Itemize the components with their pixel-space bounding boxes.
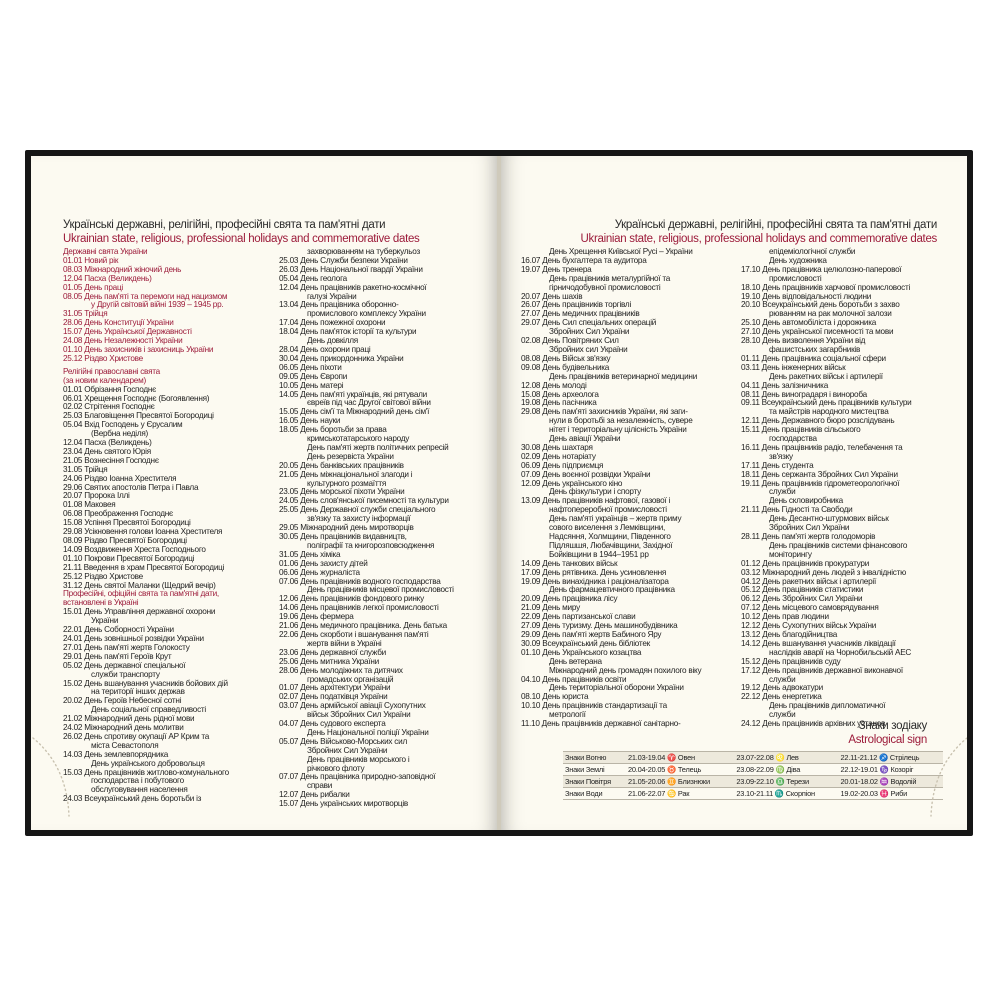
holiday-entry: 15.08 Успіння Пресвятої Богородиці	[63, 518, 191, 528]
holiday-entry: День соціальної справедливості	[91, 705, 206, 715]
holiday-entry: 02.08 День Повітряних Сил	[521, 336, 619, 346]
holiday-entry: 09.08 День будівельника	[521, 362, 610, 372]
holiday-entry: 22.09 День партизанської слави	[521, 612, 636, 622]
holiday-entry: справи	[307, 781, 333, 791]
holiday-entry: 14.09 Воздвиження Хреста Господнього	[63, 544, 206, 554]
holiday-entry: 01.11 День працівника соціальної сфери	[741, 353, 886, 363]
zodiac-row	[563, 764, 943, 776]
zodiac-title-ua: Знаки зодіаку	[858, 720, 927, 732]
holiday-entry: 04.11 День залізничника	[741, 380, 828, 390]
holiday-entry: 05.04 День геолога	[279, 273, 347, 283]
zodiac-sign: 23.07-22.08 ♌ Лев	[734, 752, 838, 764]
holiday-entry: 14.05 День пам'яті українців, які рятували	[279, 389, 427, 399]
holiday-entry: 27.01 День пам'яті жертв Голокосту	[63, 642, 190, 652]
holiday-entry: 15.08 День археолога	[521, 389, 599, 399]
holiday-entry: 21.05 Вознесіння Господнє	[63, 455, 159, 465]
holiday-entry: 29.08 Усікновення голови Іоанна Хрестителя	[63, 527, 223, 537]
holiday-entry: 29.07 День Сил спеціальних операцій	[521, 318, 657, 328]
holiday-entry: 22.12 День енергетика	[741, 692, 822, 702]
holiday-entry: 16.05 День науки	[279, 416, 341, 426]
holiday-entry: 05.02 День державної спеціальної	[63, 660, 186, 670]
holiday-entry: 04.07 День судового експерта	[279, 719, 386, 729]
holiday-entry: Професійні, офіційні свята та пам'ятні дати,	[63, 589, 219, 599]
holiday-entry: Міжнародний день громадян похилого віку	[549, 665, 702, 675]
holiday-entry: 09.05 День Європи	[279, 371, 348, 381]
holiday-entry: обслуговування населення	[91, 785, 188, 795]
holiday-entry: 12.07 День рибалки	[279, 790, 350, 800]
zodiac-sign: 23.09-22.10 ♎ Терези	[734, 776, 838, 788]
holiday-entry: 17.04 День пожежної охорони	[279, 318, 386, 328]
holiday-entry: 10.05 День матері	[279, 380, 344, 390]
holiday-entry: 06.09 День підприємця	[521, 460, 604, 470]
page-heading	[580, 218, 937, 246]
zodiac-sign: 21.05-20.06 ♊ Близнюки	[626, 776, 734, 788]
holiday-entry: 30.08 День шахтаря	[521, 442, 593, 452]
holiday-entry: служби транспорту	[91, 669, 160, 679]
holiday-entry: День працівників системи фінансового	[769, 540, 908, 550]
holiday-entry: 15.11 День працівників сільського	[741, 425, 861, 435]
holiday-entry: 20.07 Пророка Іллі	[63, 491, 130, 501]
holiday-entry: господарства	[769, 434, 817, 444]
holiday-entry: 09.11 Всеукраїнський день працівників культури	[741, 398, 912, 408]
holiday-entry: 24.08 День Незалежності України	[63, 336, 183, 346]
holiday-entry: 21.11 Введення в храм Пресвятої Богородиці	[63, 562, 225, 572]
zodiac-sign: 20.01-18.02 ♒ Водолій	[839, 776, 944, 788]
holiday-entry: 19.06 День фермера	[279, 612, 354, 622]
holiday-entry: 28.04 День охорони праці	[279, 344, 371, 354]
section-heading: Релігійні православні свята	[63, 366, 160, 376]
holiday-entry: 21.06 День медичного працівника. День батька	[279, 621, 447, 631]
holiday-entry: та майстрів народного мистецтва	[769, 407, 889, 417]
holiday-entry: 19.10 День відповідальності людини	[741, 291, 872, 301]
zodiac-sign: 19.02-20.03 ♓ Риби	[839, 788, 944, 800]
holiday-entry: галузі України	[307, 291, 357, 301]
holiday-entry: наслідків аварії на Чорнобильській АЕС	[769, 647, 912, 657]
holiday-entry: 25.06 День митника України	[279, 656, 379, 666]
holiday-entry: встановлені в Україні	[63, 598, 139, 608]
holiday-entry: 14.09 День танкових військ	[521, 558, 618, 568]
holiday-entry: 01.10 Покрови Пресвятої Богородиці	[63, 553, 195, 563]
holiday-entry: 12.08 День молоді	[521, 380, 587, 390]
holiday-entry: 22.06 День скорботи і вшанування пам'яті	[279, 629, 429, 639]
holiday-entry: 12.11 День Державного бюро розслідувань	[741, 416, 895, 426]
holiday-entry: 20.02 День Героїв Небесної сотні	[63, 696, 182, 706]
holiday-entry: жертв війни в Україні	[307, 638, 382, 648]
holiday-entry: 08.09 Різдво Пресвятої Богородиці	[63, 536, 187, 545]
holiday-entry: 12.06 День працівників фондового ринку	[279, 594, 424, 604]
holiday-entry: 17.12 День працівників державної виконавчої	[741, 665, 903, 675]
holiday-entry: 23.04 День святого Юрія	[63, 446, 151, 456]
holiday-entry: (Вербна неділя)	[91, 429, 149, 439]
holiday-entry: 03.07 День армійської авіації Сухопутних	[279, 701, 426, 711]
holiday-entry: 28.06 День молодіжних та дитячих	[279, 665, 403, 675]
holiday-entry: 01.07 День архітектури України	[279, 683, 391, 693]
holiday-entry: 19.11 День працівників гідрометеорологічної	[741, 478, 900, 488]
holiday-entry: 19.09 День винахідника і раціоналізатора	[521, 576, 669, 586]
holiday-entry: 08.05 День пам'яті та перемоги над нацизмом	[63, 291, 228, 301]
holiday-entry: 01.12 День працівників прокуратури	[741, 558, 870, 568]
holiday-entry: рюванням на рак молочної залози	[769, 309, 892, 319]
holiday-entry: 27.09 День туризму. День машинобудівника	[521, 621, 678, 631]
holiday-entry: 15.02 День вшанування учасників бойових дій	[63, 678, 228, 688]
holiday-entry: промислового комплексу України	[307, 309, 426, 319]
holiday-entry: 24.06 Різдво Іоанна Хрестителя	[63, 473, 177, 483]
holiday-entry: День працівників дипломатичної	[769, 701, 886, 711]
holiday-entry: 07.07 День працівника природно-заповідної	[279, 772, 436, 782]
holiday-entry: 23.06 День державної служби	[279, 647, 386, 657]
zodiac-sign: 20.04-20.05 ♉ Телець	[626, 764, 734, 776]
left-page	[31, 156, 497, 830]
holiday-entry: 07.12 День місцевого самоврядування	[741, 603, 879, 613]
holiday-entry: 25.05 День Державної служби спеціального	[279, 505, 436, 515]
zodiac-sign: 22.11-21.12 ♐ Стрілець	[839, 752, 944, 764]
holiday-entry: 21.05 День міжнаціональної злагоди і	[279, 469, 413, 479]
holiday-entry: фашистських загарбників	[769, 344, 861, 354]
holiday-entry: День ракетних військ і артилерії	[769, 371, 883, 381]
heading-en: Ukrainian state, religious, professional holidays and commemorative dates	[63, 233, 420, 245]
holiday-entry: День фізкультури і спорту	[549, 487, 641, 497]
holiday-entry: України	[91, 616, 119, 626]
holiday-entry: 08.10 День юриста	[521, 692, 589, 702]
holiday-entry: 30.09 Всеукраїнський день бібліотек	[521, 638, 650, 648]
decorative-dots	[31, 736, 87, 826]
holiday-entry: 25.12 Різдво Христове	[63, 353, 143, 363]
right-page	[501, 156, 967, 830]
holiday-entry: 01.01 Обрізання Господнє	[63, 384, 157, 394]
holiday-entry: 26.03 День Національної гвардії України	[279, 264, 423, 274]
open-planner-book	[25, 150, 973, 836]
holiday-entry: 25.12 Різдво Христове	[63, 571, 143, 581]
holiday-entry: 01.10 День захисників і захисниць України	[63, 344, 214, 354]
holiday-entry: День резервіста України	[307, 451, 394, 461]
holiday-entry: 08.08 День Військ зв'язку	[521, 353, 611, 363]
holiday-entry: Збройних Сил України	[769, 523, 850, 533]
zodiac-sign: 21.06-22.07 ♋ Рак	[626, 788, 734, 800]
holiday-entry: 19.12 День адвокатури	[741, 683, 823, 693]
holiday-entry: 05.12 День працівників статистики	[741, 585, 864, 595]
holiday-entry: 11.10 День працівників державної санітарно-	[521, 719, 681, 729]
holiday-entry: 24.05 День слов'янської писемності та культури	[279, 496, 449, 506]
holiday-entry: 13.04 День працівника оборонно-	[279, 300, 399, 310]
holiday-entry: господарства і побутового	[91, 776, 184, 786]
holiday-entry: 01.06 День захисту дітей	[279, 558, 368, 568]
holiday-entry: 29.08 День пам'яті захисників України, які заги-	[521, 407, 688, 417]
holiday-entry: 29.05 Міжнародний день миротворців	[279, 523, 414, 533]
holiday-entry: День працівників місцевої промисловості	[307, 585, 454, 595]
holiday-entry: служби	[769, 487, 796, 497]
holiday-entry: річкового флоту	[307, 763, 365, 773]
zodiac-row	[563, 752, 943, 764]
holiday-entry: гірничодобувної промисловості	[549, 282, 661, 292]
holiday-entry: 15.03 День працівників житлово-комунального	[63, 767, 229, 777]
holiday-entry: День Національної поліції України	[307, 727, 429, 737]
heading-ua: Українські державні, релігійні, професійні свята та пам'ятні дати	[614, 219, 937, 231]
holiday-entry: 14.12 День вшанування учасників ліквідації	[741, 638, 896, 648]
holiday-entry: 02.09 День нотаріату	[521, 451, 596, 461]
holiday-entry: 15.12 День працівників суду	[741, 656, 841, 666]
zodiac-element: Знаки Води	[563, 788, 626, 800]
holiday-entry: День ветерана	[549, 656, 602, 666]
holiday-entry: 04.12 День ракетних військ і артилерії	[741, 576, 876, 586]
holiday-entry: 17.11 День студента	[741, 460, 814, 470]
holiday-entry: Збройних Сил України	[307, 745, 388, 755]
holiday-entry: 15.07 День Української Державності	[63, 327, 192, 337]
holiday-entry: 20.07 День шахів	[521, 291, 583, 301]
holiday-entry: 16.11 День працівників радіо, телебачення та	[741, 442, 903, 452]
holiday-entry: День працівників ветеринарної медицини	[549, 371, 698, 381]
holiday-column	[521, 248, 701, 729]
holiday-entry: 19.07 День тренера	[521, 264, 592, 274]
holiday-entry: 02.07 День податківця України	[279, 692, 388, 702]
holiday-entry: 14.06 День працівників легкої промисловості	[279, 603, 439, 613]
holiday-entry: 27.10 День української писемності та мови	[741, 327, 894, 337]
holiday-entry: 06.06 День журналіста	[279, 567, 360, 577]
holiday-entry: 31.05 Трійця	[63, 309, 108, 319]
holiday-entry: 20.09 День працівника лісу	[521, 594, 618, 604]
holiday-entry: 17.10 День працівника целюлозно-паперової	[741, 264, 902, 274]
holiday-entry: моніторингу	[769, 549, 812, 559]
holiday-entry: промисловості	[769, 273, 822, 283]
holiday-entry: євреїв під час Другої світової війни	[307, 398, 431, 408]
holiday-entry: 30.04 День прикордонника України	[279, 353, 404, 363]
zodiac-sign: 23.08-22.09 ♍ Діва	[734, 764, 838, 776]
zodiac-element: Знаки Вогню	[563, 752, 626, 764]
holiday-entry: 20.10 Всеукраїнський день боротьби з захво	[741, 300, 900, 310]
holiday-entry: сового виселення з Лемківщини,	[549, 523, 666, 533]
holiday-entry: День авіації України	[549, 434, 621, 444]
holiday-entry: 17.09 День рятівника. День усиновлення	[521, 567, 667, 577]
holiday-entry: 30.05 День працівників видавництв,	[279, 532, 407, 541]
holiday-entry: 18.10 День працівників харчової промисловості	[741, 282, 911, 292]
holiday-entry: 31.12 День святої Маланки (Щедрий вечір)	[63, 580, 216, 590]
holiday-entry: 31.05 День хіміка	[279, 549, 341, 559]
holiday-entry: День пам'яті жертв політичних репресій	[307, 442, 449, 452]
holiday-entry: (за новим календарем)	[63, 375, 146, 385]
holiday-entry: нули в боротьбі за незалежність, сувере	[549, 416, 693, 426]
holiday-column	[279, 248, 454, 809]
holiday-entry: на території інших держав	[91, 687, 185, 697]
holiday-entry: 12.12 День Сухопутних військ України	[741, 621, 877, 631]
page-heading	[63, 218, 420, 246]
holiday-entry: День Десантно-штурмових військ	[769, 514, 889, 524]
holiday-entry: День художника	[769, 255, 827, 265]
holiday-entry: 25.03 Благовіщення Пресвятої Богородиці	[63, 411, 214, 421]
holiday-entry: Збройних Сил України	[549, 327, 630, 337]
holiday-entry: День працівників металургійної та	[549, 273, 671, 283]
holiday-entry: 15.07 День українських миротворців	[279, 799, 408, 809]
holiday-entry: День пам'яті українців – жертв приму	[549, 514, 682, 524]
holiday-entry: громадських організацій	[307, 674, 394, 684]
holiday-entry: 16.07 День бухгалтера та аудитора	[521, 255, 647, 265]
holiday-entry: 18.04 День пам'яток історії та культури	[279, 327, 417, 337]
holiday-column	[741, 248, 912, 729]
holiday-entry: 28.06 День Конституції України	[63, 318, 174, 328]
holiday-entry: 13.09 День працівників нафтової, газової і	[521, 496, 671, 506]
holiday-entry: 01.01 Новий рік	[63, 255, 119, 265]
heading-en: Ukrainian state, religious, professional holidays and commemorative dates	[580, 233, 937, 245]
holiday-entry: 21.09 День миру	[521, 603, 580, 613]
heading-ua: Українські державні, релігійні, професійні свята та пам'ятні дати	[63, 219, 386, 231]
holiday-entry: Підляшшя, Любачівщини, Західної	[549, 540, 673, 550]
holiday-column	[63, 248, 229, 804]
holiday-entry: 20.05 День банківських працівників	[279, 460, 404, 470]
holiday-entry: 15.05 День сім'ї та Міжнародний день сім'ї	[279, 407, 430, 417]
holiday-entry: 21.02 Міжнародний день рідної мови	[63, 714, 195, 724]
holiday-entry: служби	[769, 674, 796, 684]
holiday-entry: міста Севастополя	[91, 740, 159, 750]
holiday-entry: 12.04 Пасха (Великдень)	[63, 438, 152, 448]
holiday-entry: День Хрещення Київської Русі – України	[549, 247, 693, 256]
holiday-entry: епідеміологічної служби	[769, 247, 856, 256]
holiday-entry: 23.05 День морської піхоти України	[279, 487, 405, 497]
holiday-entry: 15.01 День Управління державної охорони	[63, 607, 216, 617]
holiday-entry: 29.06 Святих апостолів Петра і Павла	[63, 482, 199, 492]
holiday-entry: 22.01 День Соборності України	[63, 625, 174, 635]
holiday-entry: 13.12 День благодійництва	[741, 629, 838, 639]
zodiac-sign: 21.03-19.04 ♈ Овен	[626, 752, 734, 764]
holiday-entry: 04.10 День працівників освіти	[521, 674, 627, 684]
holiday-entry: 26.02 День спротиву окупації АР Крим та	[63, 731, 210, 741]
holiday-entry: захворюванням на туберкульоз	[307, 247, 421, 256]
holiday-entry: 05.04 Вхід Господень у Єрусалим	[63, 420, 183, 430]
holiday-entry: 24.03 Всеукраїнський день боротьби із	[63, 794, 202, 804]
holiday-entry: Надсяння, Холмщини, Південного	[549, 532, 671, 541]
holiday-entry: у Другій світовій війні 1939 – 1945 рр.	[91, 300, 224, 310]
holiday-entry: зв'язку та захисту інформації	[307, 514, 411, 524]
holiday-entry: 27.07 День медичних працівників	[521, 309, 640, 319]
zodiac-sign: 23.10-21.11 ♏ Скорпіон	[734, 788, 838, 800]
holiday-entry: День скловиробника	[769, 496, 843, 506]
holiday-entry: 29.09 День пам'яті жертв Бабиного Яру	[521, 629, 662, 639]
holiday-entry: 29.01 День пам'яті Героїв Крут	[63, 651, 172, 661]
holiday-entry: 21.11 День Гідності та Свободи	[741, 505, 853, 515]
holiday-entry: 19.08 День пасічника	[521, 398, 597, 408]
holiday-entry: Бойківщини в 1944–1951 рр	[549, 549, 649, 559]
holiday-entry: 07.06 День працівників водного господарства	[279, 576, 441, 586]
holiday-entry: 24.12 День працівників архівних установ	[741, 719, 886, 729]
holiday-entry: 06.01 Хрещення Господнє (Богоявлення)	[63, 393, 210, 403]
holiday-entry: День фармацевтичного працівника	[549, 585, 675, 595]
holiday-entry: 03.11 День інженерних військ	[741, 362, 846, 372]
zodiac-row	[563, 776, 943, 788]
holiday-entry: 01.10 День Українського козацтва	[521, 647, 642, 657]
holiday-entry: нітет і територіальну цілісність України	[549, 425, 687, 435]
holiday-entry: 25.03 День Служби безпеки України	[279, 255, 408, 265]
holiday-entry: День територіальної оборони України	[549, 683, 684, 693]
decorative-dots	[913, 736, 967, 826]
zodiac-sign: 22.12-19.01 ♑ Козоріг	[839, 764, 944, 776]
zodiac-row	[563, 788, 943, 800]
holiday-entry: військ Збройних Сил України	[307, 710, 411, 720]
holiday-entry: 14.03 День землевпорядника	[63, 749, 169, 759]
holiday-entry: 25.10 День автомобіліста і дорожника	[741, 318, 877, 328]
holiday-entry: Збройних сил України	[549, 344, 628, 354]
zodiac-table	[563, 751, 943, 800]
holiday-entry: День працівників морського і	[307, 754, 410, 764]
holiday-entry: 18.05 День боротьби за права	[279, 425, 387, 435]
holiday-entry: 06.12 День Збройних Сил України	[741, 594, 863, 604]
holiday-entry: 06.05 День піхоти	[279, 362, 342, 372]
section-heading: Державні свята України	[63, 247, 148, 256]
holiday-entry: 08.03 Міжнародний жіночий день	[63, 264, 182, 274]
zodiac-element: Знаки Землі	[563, 764, 626, 776]
holiday-entry: служби	[769, 710, 796, 720]
holiday-entry: 03.12 Міжнародний день людей з інвалідністю	[741, 567, 907, 577]
holiday-entry: культурного розмаїття	[307, 478, 387, 488]
holiday-entry: 01.08 Маковея	[63, 500, 116, 510]
holiday-entry: 26.07 День працівників торгівлі	[521, 300, 632, 310]
holiday-entry: 07.09 День воєнної розвідки України	[521, 469, 651, 479]
holiday-entry: 31.05 Трійця	[63, 464, 108, 474]
holiday-entry: 10.12 День прав людини	[741, 612, 829, 622]
holiday-entry: кримськотатарського народу	[307, 434, 410, 444]
holiday-entry: 28.10 День визволення України від	[741, 336, 866, 346]
holiday-entry: 12.04 Пасха (Великдень)	[63, 273, 152, 283]
holiday-entry: 05.07 День Військово-Морських сил	[279, 736, 407, 746]
holiday-entry: нафтопереробної промисловості	[549, 505, 667, 515]
holiday-entry: метрології	[549, 710, 586, 720]
holiday-entry: 02.02 Стрітення Господнє	[63, 402, 155, 412]
holiday-entry: 18.11 День сержанта Збройних Сил України	[741, 469, 898, 479]
holiday-entry: 06.08 Преображення Господнє	[63, 509, 173, 519]
holiday-entry: 10.10 День працівників стандартизації та	[521, 701, 667, 711]
holiday-entry: 01.05 День праці	[63, 282, 123, 292]
holiday-entry: зв'язку	[769, 451, 793, 461]
holiday-entry: День українського добровольця	[91, 758, 205, 768]
holiday-entry: поліграфії та книгорозповсюдження	[307, 540, 435, 550]
zodiac-title-en: Astrological sign	[848, 734, 927, 746]
zodiac-element: Знаки Повітря	[563, 776, 626, 788]
holiday-entry: 24.02 Міжнародний день молитви	[63, 723, 184, 733]
holiday-entry: 08.11 День виноградаря і винороба	[741, 389, 867, 399]
holiday-entry: 12.04 День працівників ракетно-космічної	[279, 282, 427, 292]
holiday-entry: 24.01 День зовнішньої розвідки України	[63, 633, 204, 643]
holiday-entry: 12.09 День українського кіно	[521, 478, 623, 488]
holiday-entry: 28.11 День пам'яті жертв голодоморів	[741, 532, 876, 541]
holiday-entry: День довкілля	[307, 336, 358, 346]
